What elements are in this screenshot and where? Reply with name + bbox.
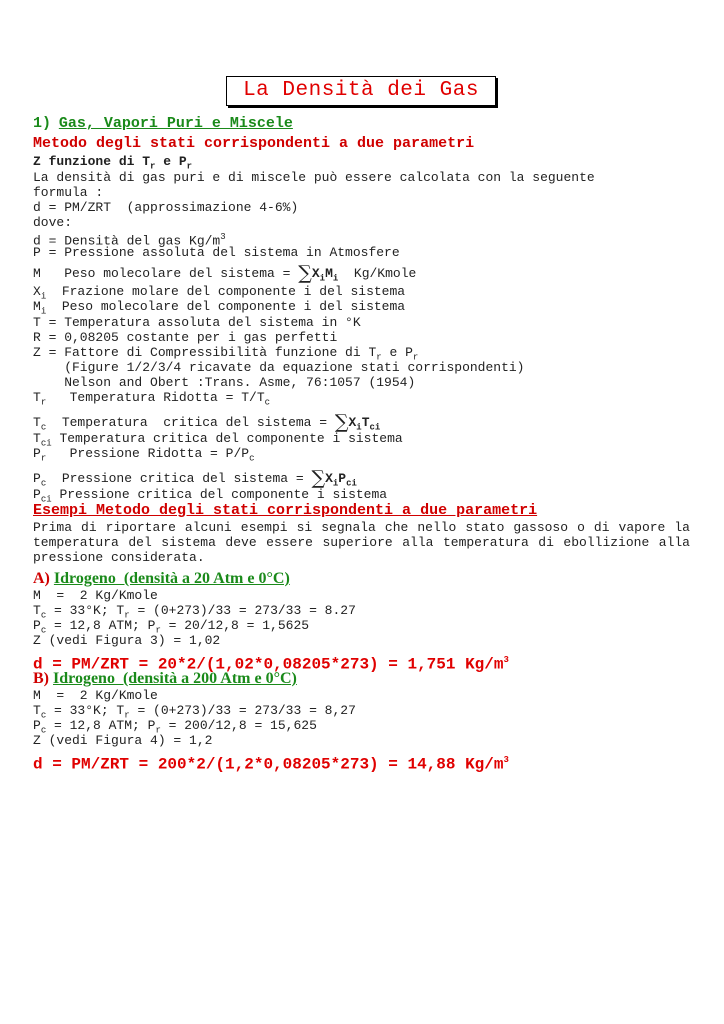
sum-symbol: ∑ <box>298 262 312 284</box>
example-a-heading: Idrogeno (densità a 20 Atm e 0°C) <box>53 570 290 587</box>
r-definition: R = 0,08205 costante per i gas perfetti <box>33 330 338 345</box>
example-b-result: d = PM/ZRT = 200*2/(1,2*0,08205*273) = 14,88 $Kg/m^3$ <box>33 755 509 774</box>
example-b-m: M = 2 Kg/Kmole <box>33 688 158 703</box>
nelson-reference: Nelson and Obert :Trans. Asme, 76:1057 (1954) <box>33 375 416 390</box>
section1-subheading: Metodo degli stati corrispondenti a due parametri <box>33 135 475 152</box>
examples-paragraph: Prima di riportare alcuni esempi si segnala che nello stato gassoso o di vapore la temperatura del sistema deve essere superiore alla temperatura di ebollizione alla pressione considerata. <box>33 520 690 565</box>
example-a-label: A) <box>33 570 50 587</box>
example-b-heading-line <box>33 669 297 689</box>
example-b-t: $T_c = 33^\circ K$; $T_r = (0+273)/33 = 273/33 = 8,27$ <box>33 703 356 721</box>
figure-reference: (Figure 1/2/3/4 ricavate da equazione stati corrispondenti) <box>33 360 525 375</box>
example-a-p: $P_c = 12,8$ ATM; $P_r = 20/12,8 = 1,5625$ <box>33 618 310 636</box>
t-definition: T = Temperatura assoluta del sistema in °K <box>33 315 361 330</box>
z-function-label: Z funzione di <box>33 154 135 169</box>
m-definition: M Peso molecolare del sistema = $\sum X_iM_i$ Kg/Kmole <box>33 262 417 284</box>
dove-label: dove: <box>33 215 73 230</box>
p-definition: P = Pressione assoluta del sistema in Atmosfere <box>33 245 400 260</box>
title-box <box>226 76 496 106</box>
example-a-z: Z (vedi Figura 3) = 1,02 <box>33 633 221 648</box>
pci-definition: $P_{ci}$ Pressione critica del componente i sistema <box>33 487 388 505</box>
z-function-line: Z funzione di $T_r$ e $P_r$ <box>33 154 193 172</box>
page-title: La Densità dei Gas <box>243 79 479 102</box>
sum-symbol: ∑ <box>311 467 326 489</box>
examples-heading: Esempi Metodo degli stati corrispondenti a due parametri <box>33 502 538 519</box>
pc-definition: $P_c$ Pressione critica del sistema = $\sum X_iP_{ci}$ <box>33 467 357 489</box>
example-b-label: B) <box>33 670 49 687</box>
section1-heading-line <box>33 116 293 131</box>
xi-definition: $X_i$ Frazione molare del componente i del sistema <box>33 284 406 302</box>
example-a-m: M = 2 Kg/Kmole <box>33 588 158 603</box>
example-a-result: d = PM/ZRT = 20*2/(1,02*0,08205*273) = 1,751 $Kg/m^3$ <box>33 655 509 674</box>
example-b-z: Z (vedi Figura 4) = 1,2 <box>33 733 213 748</box>
mi-definition: $M_i$ Peso molecolare del componente i del sistema <box>33 299 406 317</box>
section1-heading: Gas, Vapori Puri e Miscele <box>58 115 293 132</box>
section1-number: 1) <box>33 115 52 132</box>
tr-definition: $T_r$ Temperatura Ridotta = $T/T_c$ <box>33 390 271 408</box>
example-b-heading: Idrogeno (densità a 200 Atm e 0°C) <box>53 670 297 687</box>
pr-definition: $P_r$ Pressione Ridotta = $P/P_c$ <box>33 446 255 464</box>
density-formula: d = PM/ZRT (approssimazione 4-6%) <box>33 200 299 215</box>
intro-line-2: formula : <box>33 185 104 200</box>
example-a-t: $T_c = 33^\circ K$; $T_r = (0+273)/33 = 273/33 = 8.27$ <box>33 603 356 621</box>
z-definition: Z = Fattore di Compressibilità funzione di $T_r$ e $P_r$ <box>33 345 419 363</box>
example-b-p: $P_c = 12,8$ ATM; $P_r = 200/12,8 = 15,625$ <box>33 718 317 736</box>
tc-definition: $T_c$ Temperatura critica del sistema = $\sum X_iT_{ci}$ <box>33 411 381 433</box>
sum-symbol: ∑ <box>334 411 349 433</box>
tci-definition: $T_{ci}$ Temperatura critica del componente i sistema <box>33 431 403 449</box>
d-definition: d = Densità del gas $Kg/m^3$ <box>33 232 226 249</box>
intro-line-1: La densità di gas puri e di miscele può essere calcolata con la seguente <box>33 170 595 185</box>
example-a-heading-line <box>33 569 290 589</box>
